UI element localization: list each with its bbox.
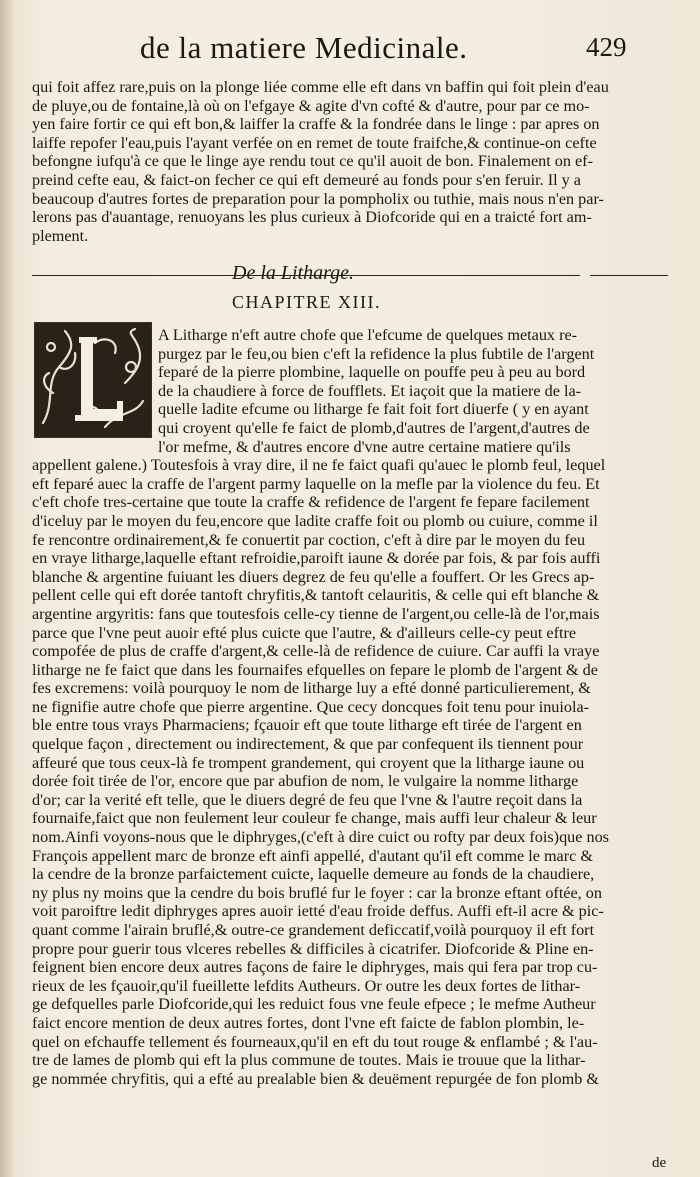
- text-line: rieux de les fçauoir,qu'il fueillette lefdits Autheurs. Or outre les deux fortes de lithar-: [32, 976, 581, 995]
- text-line: feignent bien encore deux autres façons de faire le diphryges, mais qui fera par trop cu-: [32, 958, 598, 977]
- text-line: parce que l'vne peut auoir efté plus cuicte que l'autre, & d'ailleurs celle-cy peut eftre: [32, 623, 577, 642]
- text-line: eft feparé auec la craffe de l'argent parmy laquelle on la mefle par la violence du feu. Et: [32, 474, 600, 493]
- text-line: l'or mefme, & d'autres encore d'vne autre certaine matiere qu'ils: [158, 437, 571, 456]
- text-line: ny plus ny moins que la cendre du bois bruflé fur le foyer : car la bronze eftant oftée, on: [32, 883, 602, 902]
- section-rule-right: [590, 275, 668, 276]
- text-line: preind cefte eau, & faict-on fecher ce qui eft demeuré au fonds pour s'en feruir. Il y a: [32, 170, 581, 189]
- text-line: nom.Ainfi voyons-nous que le diphryges,(c'eft à dire cuict ou rofty par deux fois)que nos: [32, 828, 609, 847]
- text-line: fes excremens: voilà pourquoy le nom de litharge luy a efté donné particulierement, &: [32, 679, 591, 698]
- text-line: purgez par le feu,ou bien c'eft la refidence la plus fubtile de l'argent: [158, 344, 595, 363]
- text-line: quant comme l'airain bruflé,& outre-ce grandement deficcatif,voilà pourquoy il eft fort: [32, 921, 595, 939]
- chapter-heading: CHAPITRE XIII.: [232, 292, 381, 312]
- text-line: pellent celle qui eft dorée tantoft chryfitis,& tantoft celauritis, & celle qui eft blanche &: [32, 586, 600, 605]
- text-line: beaucoup d'autres fortes de preparation pour la pompholix ou tuthie, mais nous n'en par-: [32, 189, 604, 208]
- text-line: ne fignifie autre chofe que pierre argentine. Que cecy doncques foit tenu pour inuiola-: [32, 697, 590, 716]
- text-line: faict encore mention de deux autres fortes, dont l'vne eft faicte de fablon plombin, le-: [32, 1013, 585, 1032]
- top-paragraph: [32, 78, 668, 245]
- text-line: voit paroiftre ledit diphryges apres auoir ietté d'eau froide deffus. Auffi eft-il acre & pic-: [32, 902, 604, 921]
- text-line: compofée de plus de craffe d'argent,& celle-là de refidence de cuiure. Car auffi la vraye: [32, 642, 600, 661]
- text-line: fournaife,faict que non feulement leur couleur fe change, mais auffi leur chaleur & leur: [32, 809, 597, 828]
- text-line: tre de lames de plomb qui eft la plus commune de toutes. Mais ie trouue que la lithar-: [32, 1051, 586, 1070]
- text-line: appellent galene.) Toutesfois à vray dire, il ne fe faict quafi qu'auec le plomb feul, lequel: [32, 456, 606, 475]
- text-line: d'or; car la verité eft telle, que le diuers degré de feu que l'vne & l'autre reçoit dans la: [32, 790, 583, 809]
- text-line: qui croyent qu'elle fe faict de plomb,d'autres de l'argent,d'autres de: [158, 418, 590, 437]
- text-line: laiffe repofer l'eau,puis l'ayant verfée on en remet de toute fraifche,& continue-on cefte: [32, 133, 597, 152]
- text-line: qui foit affez rare,puis on la plonge liée comme elle eft dans vn baffin qui foit plein d'eau: [32, 78, 609, 96]
- initial-letter-text: L: [105, 383, 106, 384]
- text-line: de la chaudiere à force de foufflets. Et iaçoit que la matiere de la-: [158, 381, 582, 400]
- text-line: litharge ne fe faict que dans les fournaifes efquelles on fepare le plomb de l'argent & de: [32, 660, 598, 679]
- text-line: d'iceluy par le moyen du feu,encore que ladite craffe foit ou plomb ou cuiure, comme il: [32, 511, 598, 530]
- text-line: dorée foit tirée de l'or, encore que par abufion de nom, le vulgaire la nomme litharge: [32, 772, 579, 791]
- text-line: argentine argyritis: fans que toutesfois celle-cy tienne de l'argent,ou celle-là de l'or,mais: [32, 604, 600, 623]
- text-line: A Litharge n'eft autre chofe que l'efcume de quelques metaux re-: [158, 326, 578, 344]
- text-line: lerons pas d'auantage, renuoyans les plus curieux à Diofcoride qui en a traicté fort am-: [32, 208, 592, 227]
- page-gutter-shadow: [0, 0, 14, 1177]
- text-line: quel on efchauffe tellement és fourneaux,qu'il en eft du tout rouge & enflambé ; & l'au-: [32, 1032, 598, 1051]
- section-title: De la Litharge.: [232, 262, 355, 284]
- page-number: 429: [586, 32, 627, 62]
- text-line: feparé de la pierre plombine, laquelle on pouffe peu à peu au bord: [158, 363, 586, 382]
- text-line: yen faire fortir ce qui eft bon,& laiffer la craffe & la fondrée dans le linge : par apres on: [32, 115, 600, 134]
- chapter-body-text: [32, 326, 668, 1088]
- running-head: de la matiere Medicinale.: [140, 30, 468, 65]
- text-line: propre pour guerir tous vlceres rebelles & difficiles à cicatrifer. Diofcoride & Pline en-: [32, 939, 594, 958]
- text-line: quelle ladite efcume ou litharge fe fait foit fort diuerfe ( y en ayant: [158, 400, 589, 419]
- text-line: c'eft chofe tres-certaine que toute la craffe & refidence de l'argent fe fepare facilement: [32, 493, 590, 512]
- text-line: ge nommée chryfitis, qui a efté au prealable bien & deuëment repurgée de fon plomb &: [32, 1069, 599, 1088]
- text-line: la cendre de la bronze parfaictement cuicte, laquelle demeure au fonds de la chaudiere,: [32, 865, 595, 884]
- text-line: befongne iufqu'à ce que le linge aye rendu tout ce qu'il auoit de bon. Finalement on ef-: [32, 152, 593, 171]
- text-line: ble entre tous vrays Pharmaciens; fçauoir eft que toute litharge eft tirée de l'argent en: [32, 716, 582, 735]
- text-line: quelque façon , directement ou indirectement, & que par confequent ils tiennent pour: [32, 735, 584, 754]
- text-line: de pluye,ou de fontaine,là où on l'efgaye & agite d'vn cofté & d'autre, pour par ce mo-: [32, 96, 590, 115]
- text-line: blanche & argentine fuiuant les diuers degrez de feu qu'elle a fouffert. Or les Grecs ap-: [32, 567, 595, 586]
- catchword: de: [652, 1155, 667, 1171]
- text-line: en vraye litharge,laquelle eftant refroidie,paroift iaune & dorée par fois, & par fois auffi: [32, 549, 601, 568]
- text-line: affeuré que tous ceux-là fe trompent grandement, qui croyent que la litharge iaune ou: [32, 753, 585, 772]
- text-line: ge defquelles parle Diofcoride,qui les reduict fous vne feule efpece ; le mefme Autheur: [32, 995, 596, 1014]
- text-line: François appellent marc de bronze eft ainfi appellé, d'autant qu'il eft comme le marc &: [32, 846, 593, 865]
- text-line: fe rencontre ordinairement,& fe conuertit par coction, c'eft à dire par le moyen du feu: [32, 530, 586, 549]
- text-line: plement.: [32, 226, 89, 245]
